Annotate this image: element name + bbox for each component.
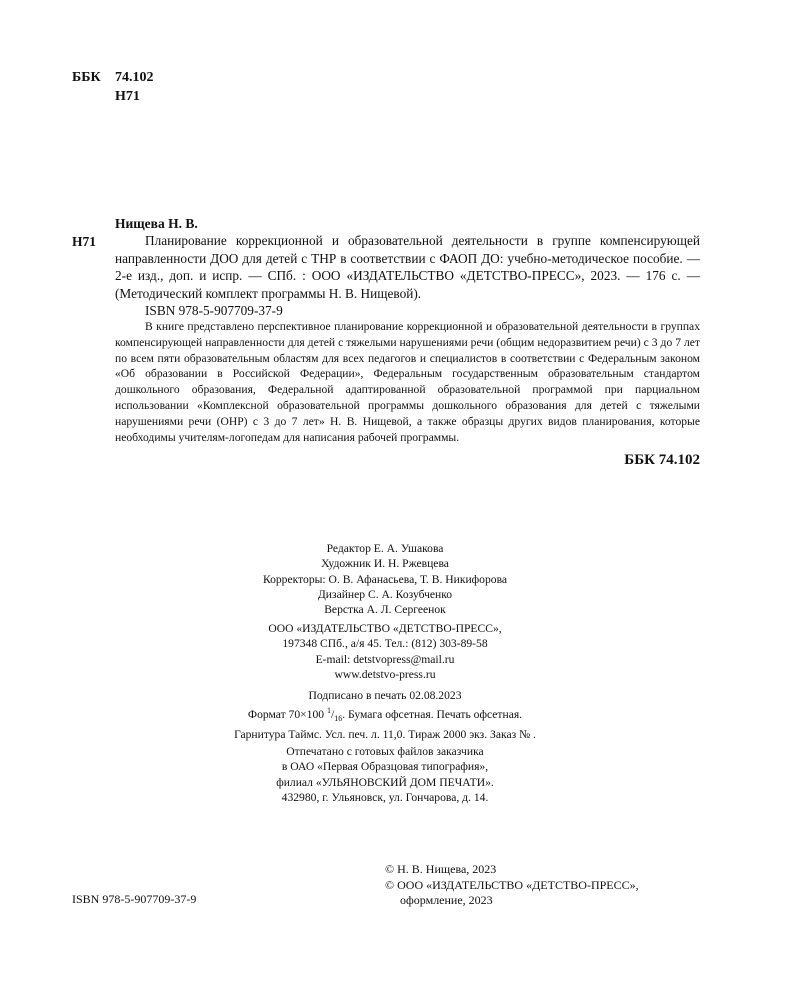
printer-line-2: в ОАО «Первая Образцовая типография», [281, 760, 489, 774]
publisher-website: www.detstvo-press.ru [334, 667, 436, 681]
bibliographic-description [115, 232, 700, 320]
format-prefix: Формат 70×100 [247, 708, 325, 722]
copyright-publisher: © ООО «ИЗДАТЕЛЬСТВО «ДЕТСТВО-ПРЕСС», [385, 877, 639, 892]
credit-artist: Художник И. Н. Ржевцева [321, 557, 449, 571]
copyright-block [385, 862, 639, 909]
credits [0, 541, 770, 617]
bbk-code: 74.102 [115, 70, 154, 85]
credit-designer: Дизайнер С. А. Козубченко [317, 587, 453, 601]
biblio-description: Планирование коррекционной и образовательной деятельности в группе компенсирующей направленности ДОО для детей с ТНР в соответствии с ФАОП ДО: учебно-методическое пособие. — 2-е изд., доп. и испр. — СПб. : ООО «ИЗДАТЕЛЬСТВО «ДЕТСТВО-ПРЕСС», 2023. — 176 с. — (Методический комплект программы Н. В. Нищевой). [115, 233, 700, 301]
credit-layout: Верстка А. Л. Сергеенок [324, 603, 446, 617]
format-sub: 16 [334, 714, 343, 724]
printer-line-3: филиал «УЛЬЯНОВСКИЙ ДОМ ПЕЧАТИ». [276, 775, 494, 789]
print-info [0, 688, 770, 742]
bbk-label: ББК [72, 70, 101, 85]
publisher-name: ООО «ИЗДАТЕЛЬСТВО «ДЕТСТВО-ПРЕСС», [268, 622, 502, 635]
author-mark-left: Н71 [72, 234, 97, 249]
signed-date: Подписано в печать 02.08.2023 [308, 689, 462, 702]
author-mark: Н71 [115, 89, 140, 104]
isbn-footer: ISBN 978-5-907709-37-9 [72, 892, 197, 906]
biblio-isbn: ISBN 978-5-907709-37-9 [145, 303, 283, 318]
copyright-design: оформление, 2023 [400, 893, 493, 907]
typeface-line: Гарнитура Таймс. Усл. печ. л. 11,0. Тираж 2000 экз. Заказ № . [234, 727, 536, 741]
printer-line-1: Отпечатано с готовых файлов заказчика [286, 745, 484, 758]
format-suffix: . Бумага офсетная. Печать офсетная. [342, 708, 523, 722]
printer-info [0, 744, 770, 805]
publisher-info [0, 621, 770, 682]
bbk-bottom: ББК 74.102 [624, 452, 700, 468]
printer-line-4: 432980, г. Ульяновск, ул. Гончарова, д. 14. [281, 790, 489, 804]
format-line [0, 703, 770, 726]
copyright-author: © Н. В. Нищева, 2023 [385, 862, 497, 876]
annotation: В книге представлено перспективное планирование коррекционной и образовательной деятельности в группах компенсирующей направленности для детей с тяжелыми нарушениями речи (общим недоразвитием речи) с 3 до 7 лет по всем пяти образовательным областям для всех педагогов и специалистов в соответствии с Федеральным законом «Об образовании в Российской Федерации», Федеральным государственным образовательным стандартом дошкольного образования, Федеральной адаптированной образовательной программой при парциальном использовании «Комплексной образовательной программы дошкольного образования для детей с тяжелыми нарушениями речи (ОНР) с 3 до 7 лет» Н. В. Нищевой, а также образцы других видов планирования, которые необходимы учителям-логопедам для написания рабочей программы. [115, 320, 700, 444]
author-name: Нищева Н. В. [115, 216, 198, 231]
format-sep: / [330, 708, 335, 722]
publisher-address: 197348 СПб., а/я 45. Тел.: (812) 303-89-58 [282, 637, 488, 651]
format-sup: 1 [326, 706, 331, 716]
credit-proofreaders: Корректоры: О. В. Афанасьева, Т. В. Никифорова [262, 572, 508, 586]
credit-editor: Редактор Е. А. Ушакова [326, 542, 444, 555]
publisher-email: E-mail: detstvopress@mail.ru [315, 652, 455, 666]
